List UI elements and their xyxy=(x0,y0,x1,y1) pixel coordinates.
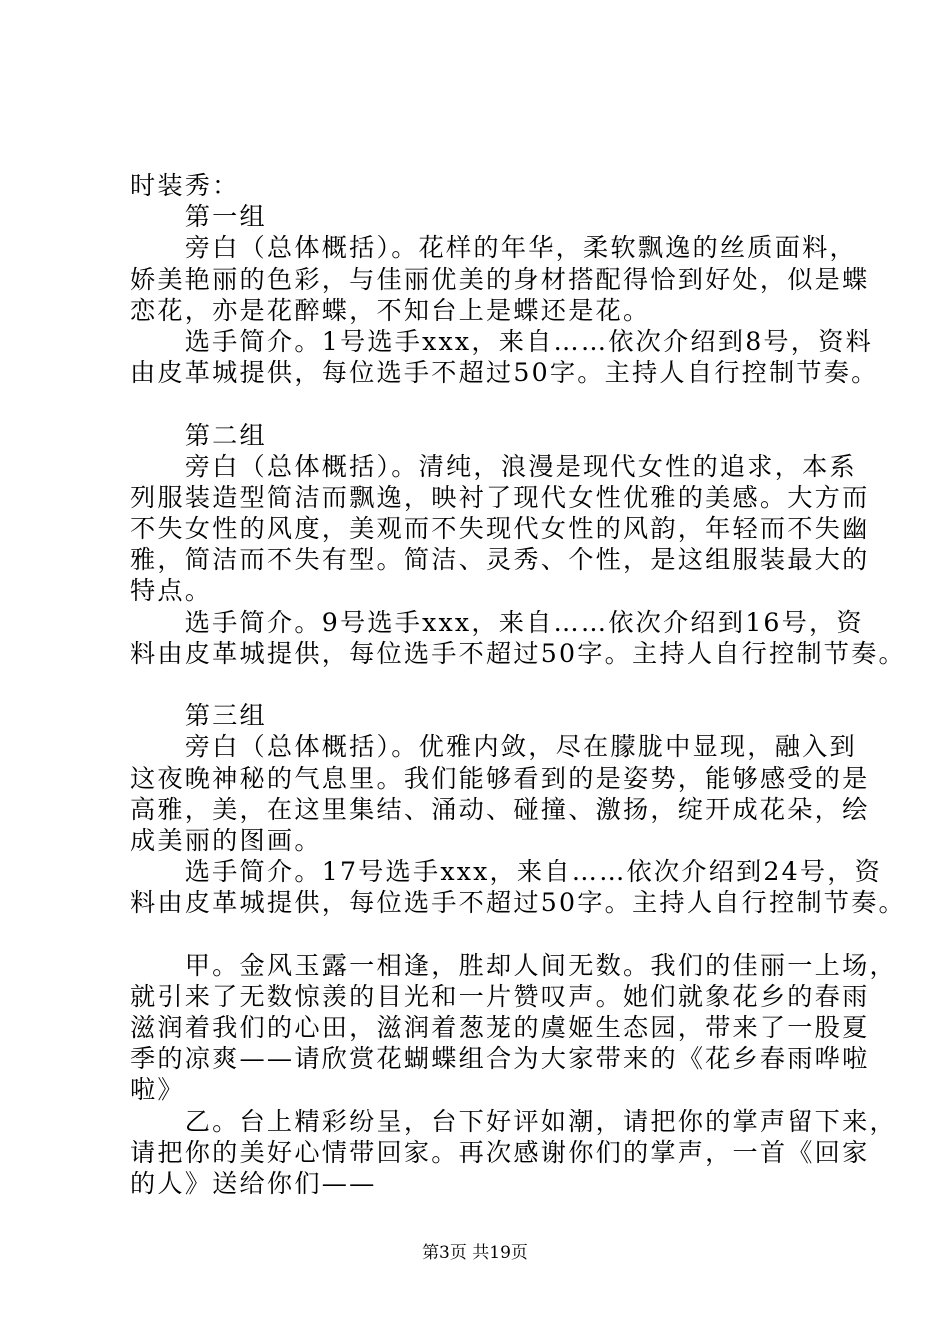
text-line: 的人》送给你们—— xyxy=(130,1169,377,1198)
text-line: 啦》 xyxy=(130,1075,185,1105)
text-line: 这夜晚神秘的气息里。我们能够看到的是姿势，能够感受的是 xyxy=(130,763,870,793)
text-line: 第二组 xyxy=(130,420,267,450)
text-line: 滋润着我们的心田，滋润着葱茏的虞姬生态园，带来了一股夏 xyxy=(130,1013,870,1043)
text-line: 料由皮革城提供，每位选手不超过50字。主持人自行控制节奏。 xyxy=(130,638,906,668)
text-line: 特点。 xyxy=(130,576,213,606)
text-line: 列服装造型简洁而飘逸，映衬了现代女性优雅的美感。大方而 xyxy=(130,482,870,512)
text-line: 时装秀： xyxy=(130,171,240,200)
text-line: 季的凉爽——请欣赏花蝴蝶组合为大家带来的《花乡春雨哗啦 xyxy=(130,1044,870,1074)
blank-line xyxy=(130,388,835,419)
blank-line xyxy=(130,669,835,700)
text-line: 不失女性的风度，美观而不失现代女性的风韵，年轻而不失幽 xyxy=(130,514,870,544)
text-line: 选手简介。17号选手xxx，来自……依次介绍到24号，资 xyxy=(130,857,883,887)
text-line: 甲。金风玉露一相逢，胜却人间无数。我们的佳丽一上场， xyxy=(130,950,897,980)
text-line: 第三组 xyxy=(130,701,267,731)
text-line: 请把你的美好心情带回家。再次感谢你们的掌声，一首《回家 xyxy=(130,1137,870,1167)
blank-line xyxy=(130,919,835,950)
text-line: 旁白（总体概括）。花样的年华，柔软飘逸的丝质面料， xyxy=(130,233,857,263)
text-line: 第一组 xyxy=(130,202,267,232)
text-line: 旁白（总体概括）。优雅内敛，尽在朦胧中显现，融入到 xyxy=(130,732,857,762)
document-body xyxy=(130,170,906,1199)
text-line: 由皮革城提供，每位选手不超过50字。主持人自行控制节奏。 xyxy=(130,358,879,388)
page-footer: 第3页 共19页 xyxy=(422,1243,528,1263)
text-line: 就引来了无数惊羡的目光和一片赞叹声。她们就象花乡的春雨 xyxy=(130,981,870,1011)
text-line: 成美丽的图画。 xyxy=(130,825,322,855)
text-line: 乙。台上精彩纷呈，台下好评如潮，请把你的掌声留下来， xyxy=(130,1106,897,1136)
text-line: 雅，简洁而不失有型。简洁、灵秀、个性，是这组服装最大的 xyxy=(130,545,870,575)
text-line: 娇美艳丽的色彩，与佳丽优美的身材搭配得恰到好处，似是蝶 xyxy=(130,264,870,294)
text-line: 料由皮革城提供，每位选手不超过50字。主持人自行控制节奏。 xyxy=(130,888,906,918)
text-line: 旁白（总体概括）。清纯，浪漫是现代女性的追求，本系 xyxy=(130,451,857,481)
text-line: 选手简介。1号选手xxx，来自……依次介绍到8号，资料 xyxy=(130,326,873,356)
text-line: 高雅，美，在这里集结、涌动、碰撞、激扬，绽开成花朵，绘 xyxy=(130,794,870,824)
text-line: 选手简介。9号选手xxx，来自……依次介绍到16号，资 xyxy=(130,607,864,637)
text-line: 恋花，亦是花醉蝶，不知台上是蝶还是花。 xyxy=(130,295,651,325)
